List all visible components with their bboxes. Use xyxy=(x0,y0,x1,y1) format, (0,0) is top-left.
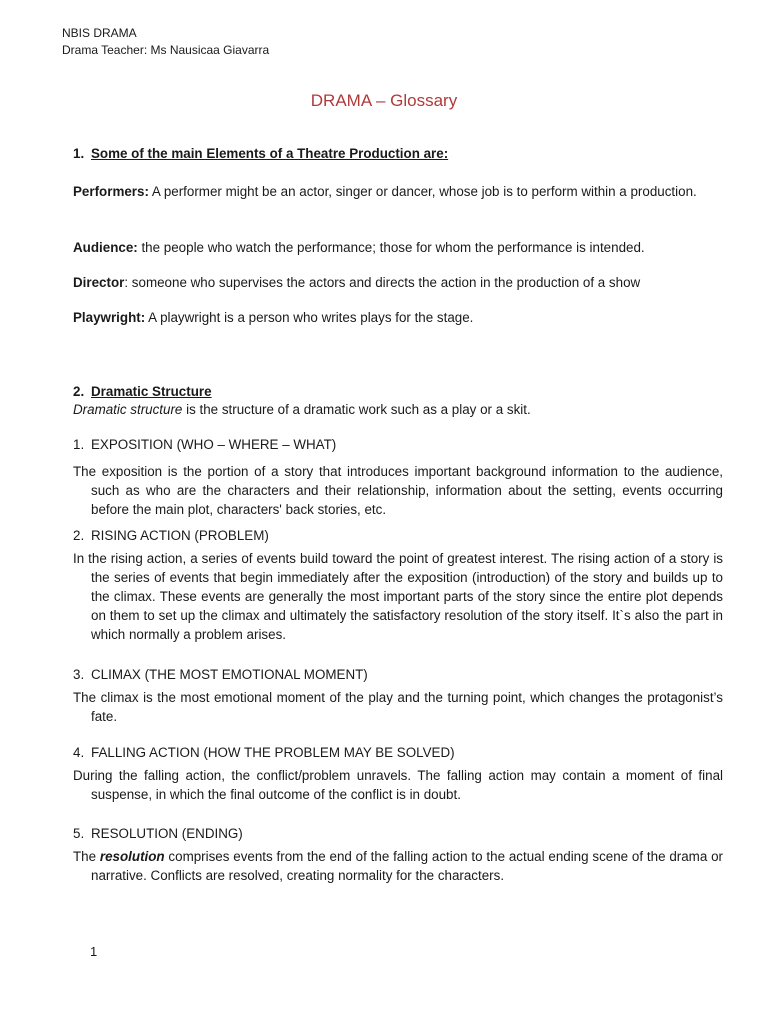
part-number: 4. xyxy=(73,745,85,760)
part-5-heading xyxy=(73,825,705,843)
part-number: 2. xyxy=(73,528,85,543)
part-title: RESOLUTION (ENDING) xyxy=(91,826,243,841)
header-school: NBIS DRAMA xyxy=(62,26,137,40)
part-2-heading xyxy=(73,527,705,545)
term-playwright xyxy=(73,308,723,327)
part-number: 5. xyxy=(73,826,85,841)
page-number: 1 xyxy=(90,944,98,959)
part-title: EXPOSITION (WHO – WHERE – WHAT) xyxy=(91,437,337,452)
term-label: Director xyxy=(73,275,125,290)
part-1-heading xyxy=(73,436,705,454)
part-4-text: During the falling action, the conflict/problem unravels. The falling action may contain a moment of final suspense, in which the final outcome of the conflict is in doubt. xyxy=(73,768,723,802)
term-label: Audience: xyxy=(73,240,138,255)
part-2-text: In the rising action, a series of events build toward the point of greatest interest. The rising action of a story is the series of events that begin immediately after the exposition (introduction) of the story and builds up to the climax. These events are generally the most important parts of the story since the entire plot depends on them to set up the climax and ultimately the satisfactory resolution of the story itself. It`s also the part in which normally a problem arises. xyxy=(73,551,723,642)
term-director xyxy=(73,273,723,292)
part-number: 1. xyxy=(73,437,85,452)
section-2-heading xyxy=(73,383,705,401)
intro-term: Dramatic structure xyxy=(73,402,183,417)
part-number: 3. xyxy=(73,667,85,682)
section-1-heading xyxy=(73,145,705,163)
text-after: comprises events from the end of the falling action to the actual ending scene of the drama or narrative. Conflicts are resolved, creating normality for the characters. xyxy=(91,849,724,883)
part-title: FALLING ACTION (HOW THE PROBLEM MAY BE SOLVED) xyxy=(91,745,455,760)
section-2-number: 2. xyxy=(73,384,85,399)
part-1-text: The exposition is the portion of a story that introduces important background information to the audience, such as who are the characters and their relationship, information about the setting, events occurring before the main plot, characters' back stories, etc. xyxy=(73,464,723,517)
part-3-text: The climax is the most emotional moment of the play and the turning point, which changes the protagonist’s fate. xyxy=(73,690,723,724)
text-before: The xyxy=(73,849,100,864)
term-performers xyxy=(73,182,723,201)
part-title: CLIMAX (THE MOST EMOTIONAL MOMENT) xyxy=(91,667,368,682)
term-label: Performers: xyxy=(73,184,149,199)
intro-text: is the structure of a dramatic work such as a play or a skit. xyxy=(182,402,531,417)
part-title: RISING ACTION (PROBLEM) xyxy=(91,528,269,543)
section-1-number: 1. xyxy=(73,146,85,161)
term-label: Playwright: xyxy=(73,310,146,325)
part-3-heading xyxy=(73,666,705,684)
section-1-title: Some of the main Elements of a Theatre Production are: xyxy=(91,146,449,161)
resolution-term: resolution xyxy=(99,849,165,864)
term-definition: A performer might be an actor, singer or dancer, whose job is to perform within a production. xyxy=(148,184,697,199)
term-definition: the people who watch the performance; those for whom the performance is intended. xyxy=(137,240,645,255)
section-2-intro xyxy=(73,401,705,419)
term-definition: A playwright is a person who writes plays for the stage. xyxy=(145,310,474,325)
part-4-heading xyxy=(73,744,705,762)
part-5-text xyxy=(73,847,723,885)
term-audience xyxy=(73,238,723,257)
section-2-title: Dramatic Structure xyxy=(91,384,212,399)
term-definition: : someone who supervises the actors and directs the action in the production of a show xyxy=(124,275,641,290)
header-teacher: Drama Teacher: Ms Nausicaa Giavarra xyxy=(62,43,270,57)
document-title: DRAMA – Glossary xyxy=(310,91,458,110)
